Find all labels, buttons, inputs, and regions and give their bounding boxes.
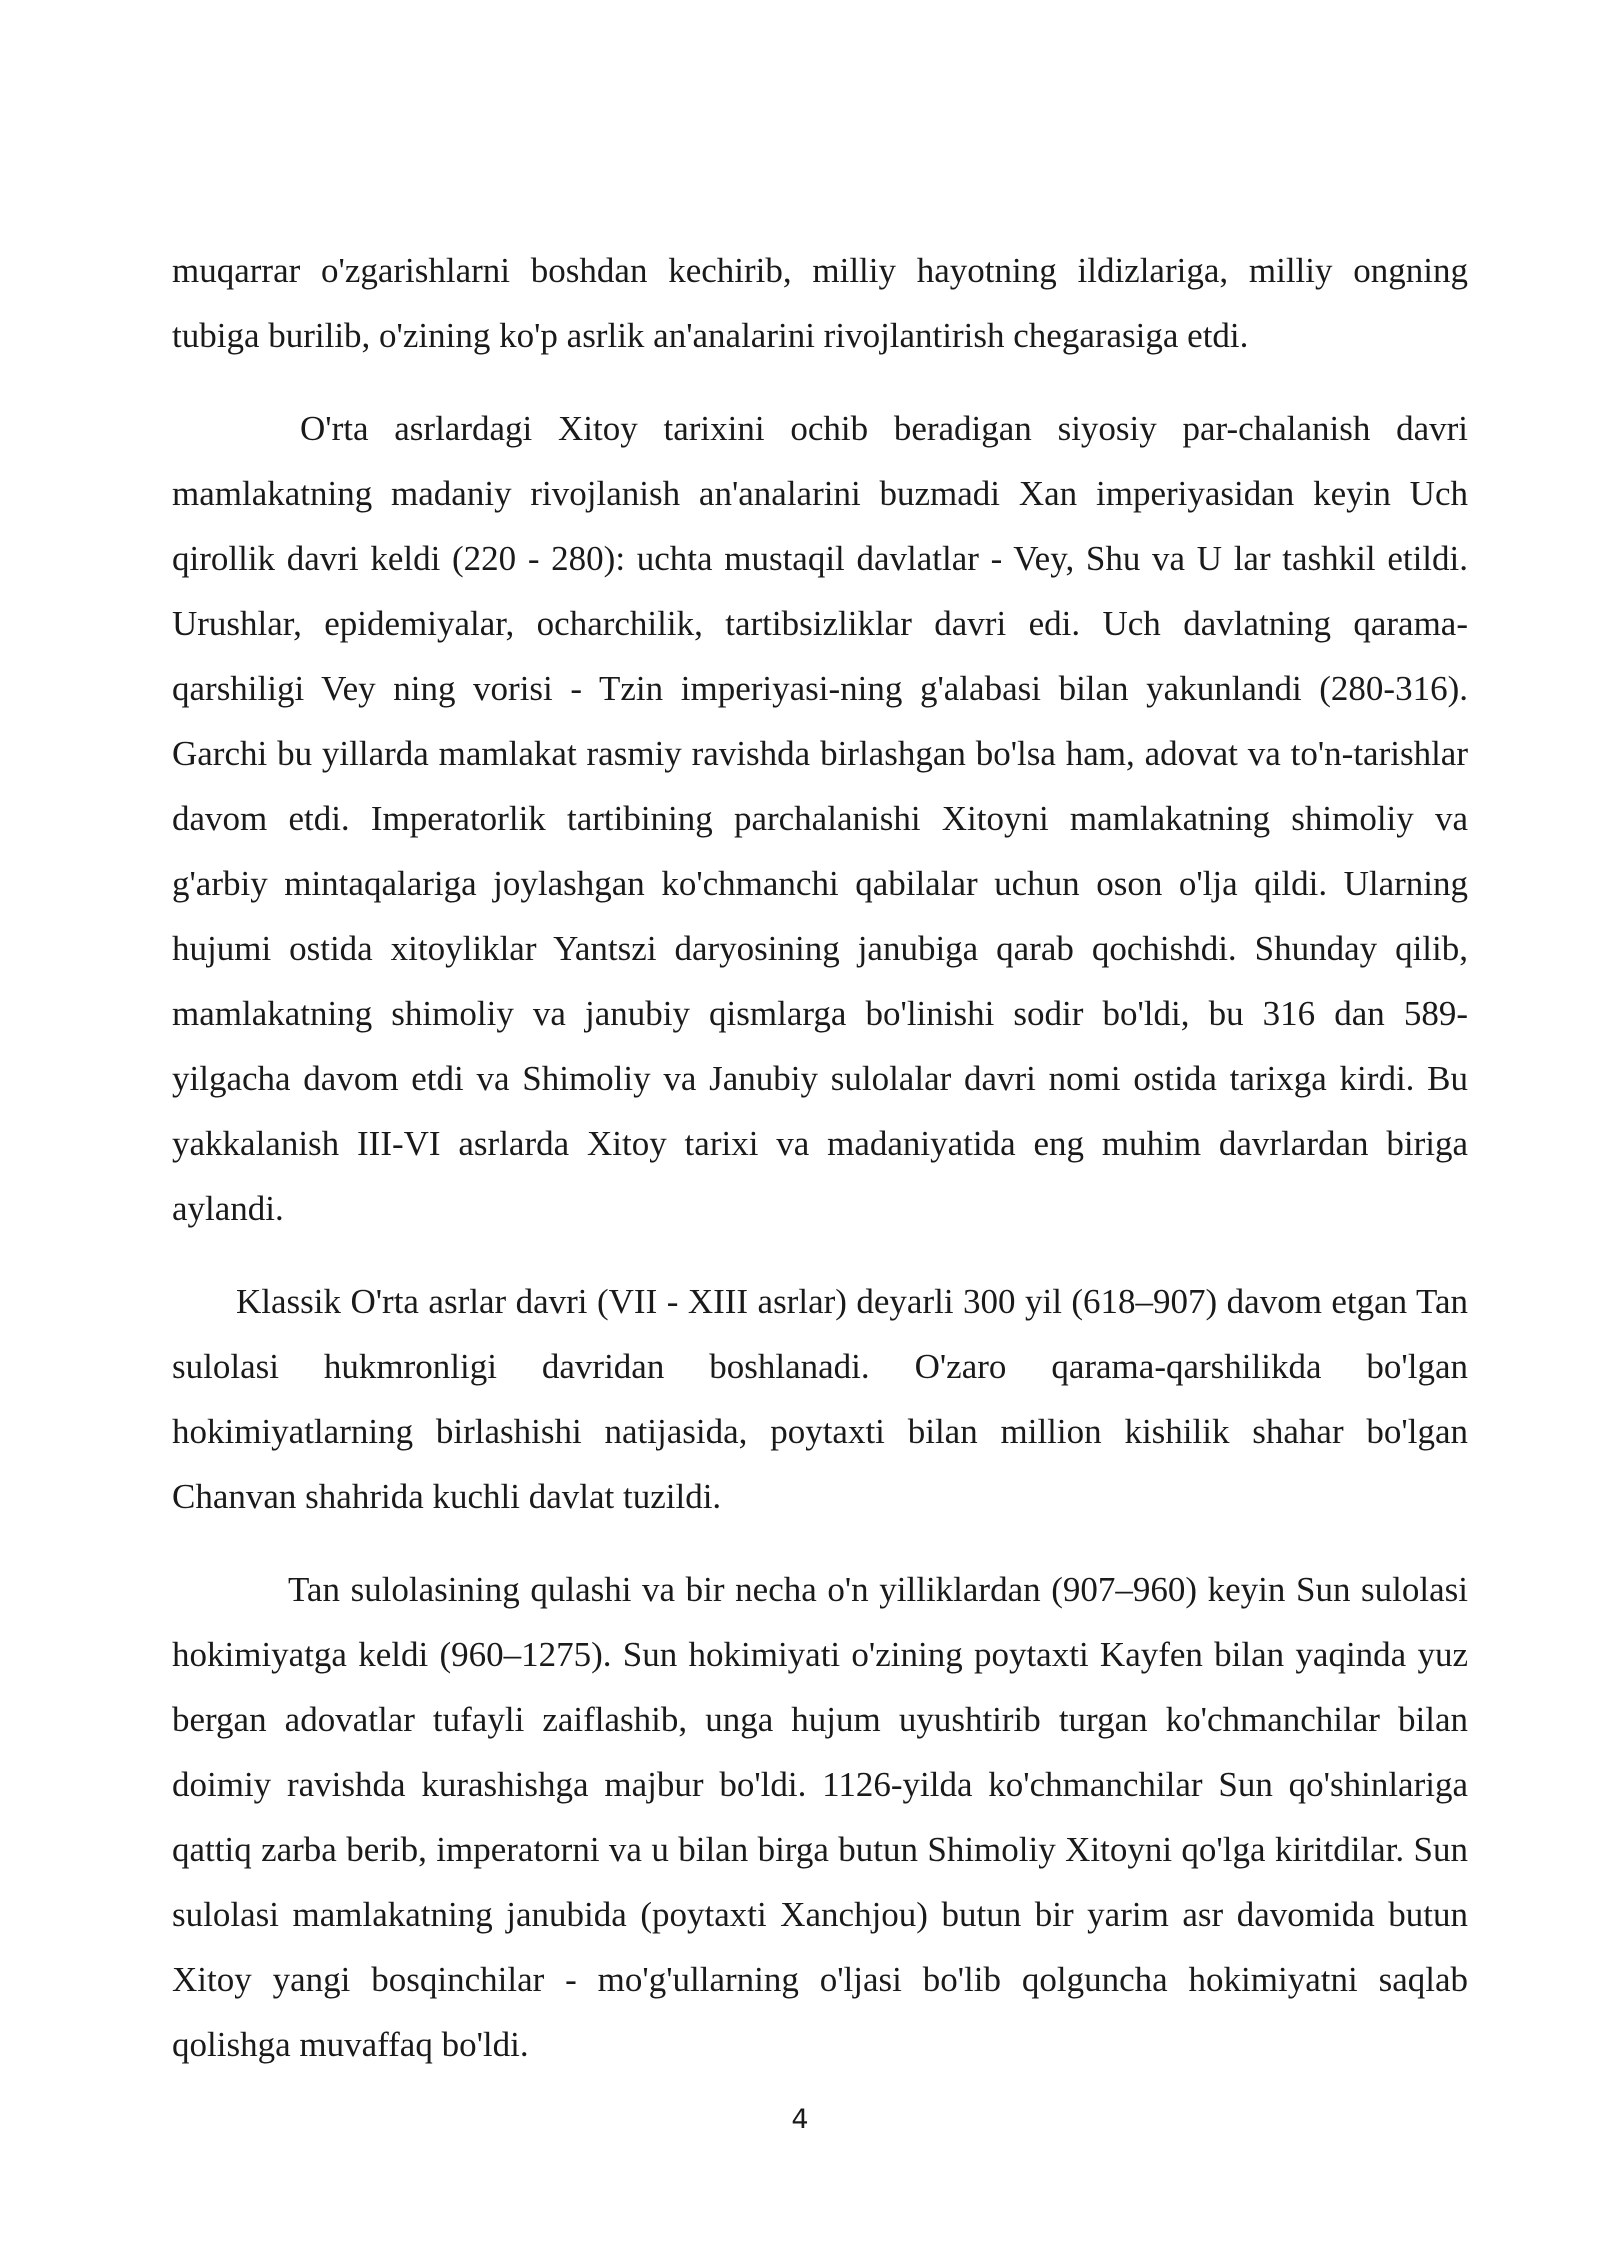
paragraph-continuation: muqarrar o'zgarishlarni boshdan kechirib, milliy hayotning ildizlariga, milliy ongning tubiga burilib, o'zining ko'p asrlik an'analarini rivojlantirish chegarasiga etdi. bbox=[172, 251, 1468, 355]
page-number: 4 bbox=[791, 2104, 809, 2135]
paragraph-classical-middle-ages: Klassik O'rta asrlar davri (VII - XIII asrlar) deyarli 300 yil (618–907) davom etgan Tan sulolasi hukmronligi davridan boshlanadi. O'zaro qarama-qarshilikda bo'lgan hokimiyatlarning birlashishi natijasida, poytaxti bilan million kishilik shahar bo'lgan Chanvan shahrida kuchli davlat tuzildi. bbox=[172, 1282, 1468, 1516]
paragraph-three-kingdoms: O'rta asrlardagi Xitoy tarixini ochib beradigan siyosiy par-chalanish davri mamlakatning madaniy rivojlanish an'analarini buzmadi Xan imperiyasidan keyin Uch qirollik davri keldi (220 - 280): uchta mustaqil davlatlar - Vey, Shu va U lar tashkil etildi. Urushlar, epidemiyalar, ocharchilik, tartibsizliklar davri edi. Uch davlatning qarama-qarshiligi Vey ning vorisi - Tzin imperiyasi-ning g'alabasi bilan yakunlandi (280-316). Garchi bu yillarda mamlakat rasmiy ravishda birlashgan bo'lsa ham, adovat va to'n-tarishlar davom etdi. Imperatorlik tartibining parchalanishi Xitoyni mamlakatning shimoliy va g'arbiy mintaqalariga joylashgan ko'chmanchi qabilalar uchun oson o'lja qildi. Ularning hujumi ostida xitoyliklar Yantszi daryosining janubiga qarab qochishdi. Shunday qilib, mamlakatning shimoliy va janubiy qismlarga bo'linishi sodir bo'ldi, bu 316 dan 589-yilgacha davom etdi va Shimoliy va Janubiy sulolalar davri nomi ostida tarixga kirdi. Bu yakkalanish III-VI asrlarda Xitoy tarixi va madaniyatida eng muhim davrlardan biriga aylandi. bbox=[172, 409, 1468, 1228]
document-body bbox=[172, 238, 1468, 2077]
paragraph-sun-dynasty: Tan sulolasining qulashi va bir necha o'n yilliklardan (907–960) keyin Sun sulolasi hokimiyatga keldi (960–1275). Sun hokimiyati o'zining poytaxti Kayfen bilan yaqinda yuz bergan adovatlar tufayli zaiflashib, unga hujum uyushtirib turgan ko'chmanchilar bilan doimiy ravishda kurashishga majbur bo'ldi. 1126-yilda ko'chmanchilar Sun qo'shinlariga qattiq zarba berib, imperatorni va u bilan birga butun Shimoliy Xitoyni qo'lga kiritdilar. Sun sulolasi mamlakatning janubida (poytaxti Xanchjou) butun bir yarim asr davomida butun Xitoy yangi bosqinchilar - mo'g'ullarning o'ljasi bo'lib qolguncha hokimiyatni saqlab qolishga muvaffaq bo'ldi. bbox=[172, 1570, 1468, 2064]
